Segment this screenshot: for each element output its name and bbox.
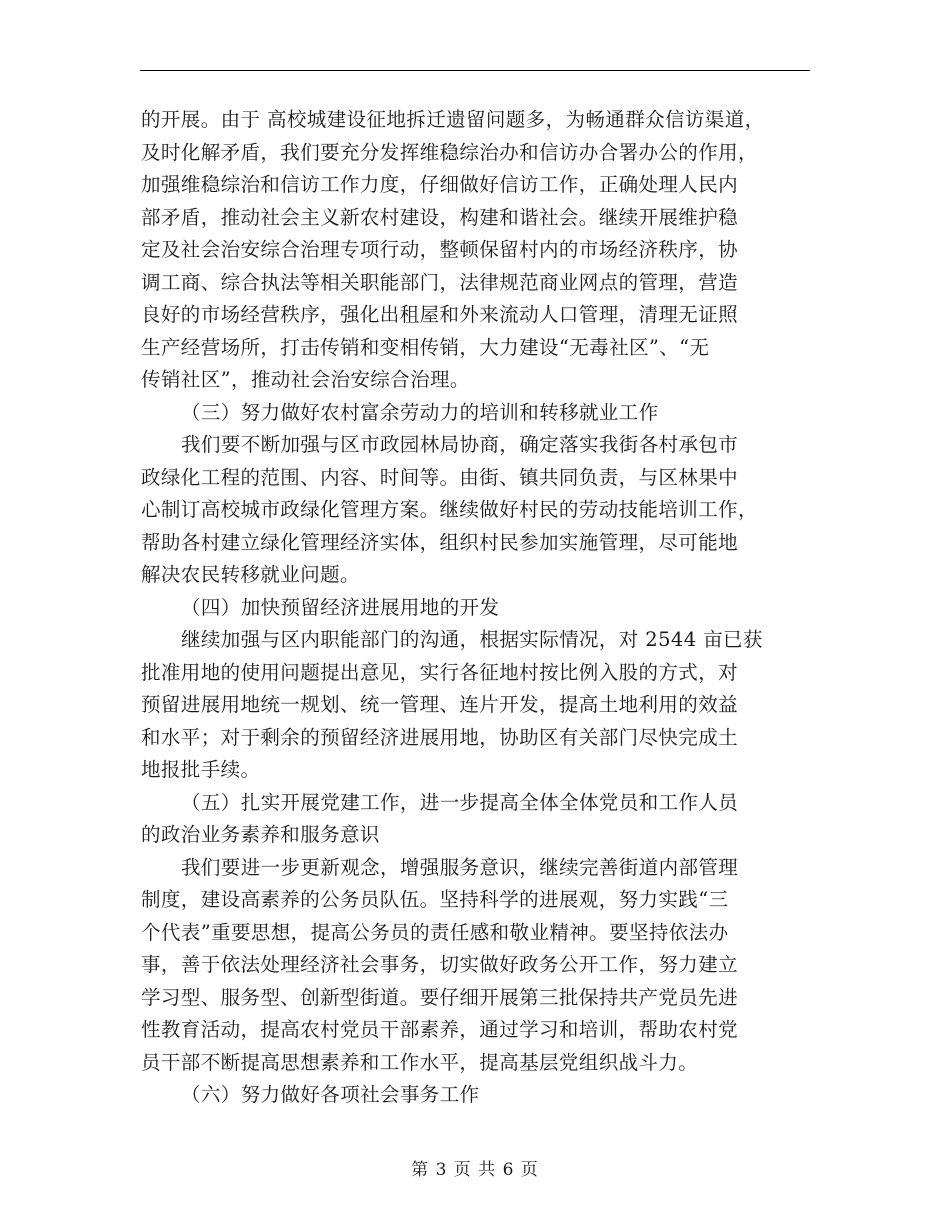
- text-line: 帮助各村建立绿化管理经济实体，组织村民参加实施管理，尽可能地: [141, 530, 739, 554]
- text-line: 地报批手续。: [141, 758, 261, 781]
- text-line: 和水平；对于剩余的预留经济进展用地，协助区有关部门尽快完成土: [141, 725, 739, 749]
- section-heading: （六）努力做好各项社会事务工作: [181, 1083, 480, 1106]
- text-line: 政绿化工程的范围、内容、时间等。由街、镇共同负责，与区林果中: [141, 465, 739, 489]
- section-heading: （三）努力做好农村富余劳动力的培训和转移就业工作: [181, 400, 659, 424]
- page-number: 第 3 页 共 6 页: [411, 1160, 539, 1180]
- text-line: 事，善于依法处理经济社会事务，切实做好政务公开工作，努力建立: [141, 953, 739, 976]
- document-body: [141, 104, 811, 1112]
- section-heading: （四）加快预留经济进展用地的开发: [181, 595, 500, 619]
- text-line: 批准用地的使用问题提出意见，实行各征地村按比例入股的方式，对: [141, 660, 739, 684]
- section-heading: （五）扎实开展党建工作，进一步提高全体全体党员和工作人员: [181, 790, 739, 814]
- text-line: 员干部不断提高思想素养和工作水平，提高基层党组织战斗力。: [141, 1050, 699, 1074]
- text-line: 良好的市场经营秩序，强化出租屋和外来流动人口管理，清理无证照: [141, 303, 739, 326]
- text-line: 性教育活动，提高农村党员干部素养，通过学习和培训，帮助农村党: [141, 1018, 739, 1041]
- text-line: 传销社区”，推动社会治安综合治理。: [141, 368, 470, 391]
- text-line: 我们要进一步更新观念，增强服务意识，继续完善街道内部管理: [181, 855, 739, 879]
- text-line: 部矛盾，推动社会主义新农村建设，构建和谐社会。继续开展维护稳: [141, 205, 739, 229]
- text-line: 生产经营场所，打击传销和变相传销，大力建设“无毒社区”、“无: [141, 335, 710, 359]
- text-line: 制度，建设高素养的公务员队伍。坚持科学的进展观，努力实践“三: [141, 888, 729, 911]
- section-heading-continued: 的政治业务素养和服务意识: [141, 823, 380, 846]
- text-line: 预留进展用地统一规划、统一管理、连片开发，提高土地利用的效益: [141, 693, 739, 716]
- text-line: 解决农民转移就业问题。: [141, 563, 360, 586]
- text-line: 及时化解矛盾，我们要充分发挥维稳综治办和信访办合署办公的作用，: [141, 140, 758, 164]
- text-line: 加强维稳综治和信访工作力度，仔细做好信访工作，正确处理人民内: [141, 173, 739, 196]
- text-line: 学习型、服务型、创新型街道。要仔细开展第三批保持共产党员先进: [141, 985, 739, 1009]
- text-line: 继续加强与区内职能部门的沟通，根据实际情况，对 2544 亩已获: [181, 628, 763, 651]
- text-line: 我们要不断加强与区市政园林局协商，确定落实我街各村承包市: [181, 433, 739, 456]
- text-line: 的开展。由于 高校城建设征地拆迁遗留问题多，为畅通群众信访渠道，: [141, 108, 765, 131]
- text-line: 个代表”重要思想，提高公务员的责任感和敬业精神。要坚持依法办: [141, 920, 729, 944]
- text-line: 定及社会治安综合治理专项行动，整顿保留村内的市场经济秩序，协: [141, 238, 739, 261]
- header-rule: [140, 70, 810, 71]
- text-line: 调工商、综合执法等相关职能部门，法律规范商业网点的管理，营造: [141, 270, 739, 294]
- text-line: 心制订高校城市政绿化管理方案。继续做好村民的劳动技能培训工作，: [141, 498, 758, 521]
